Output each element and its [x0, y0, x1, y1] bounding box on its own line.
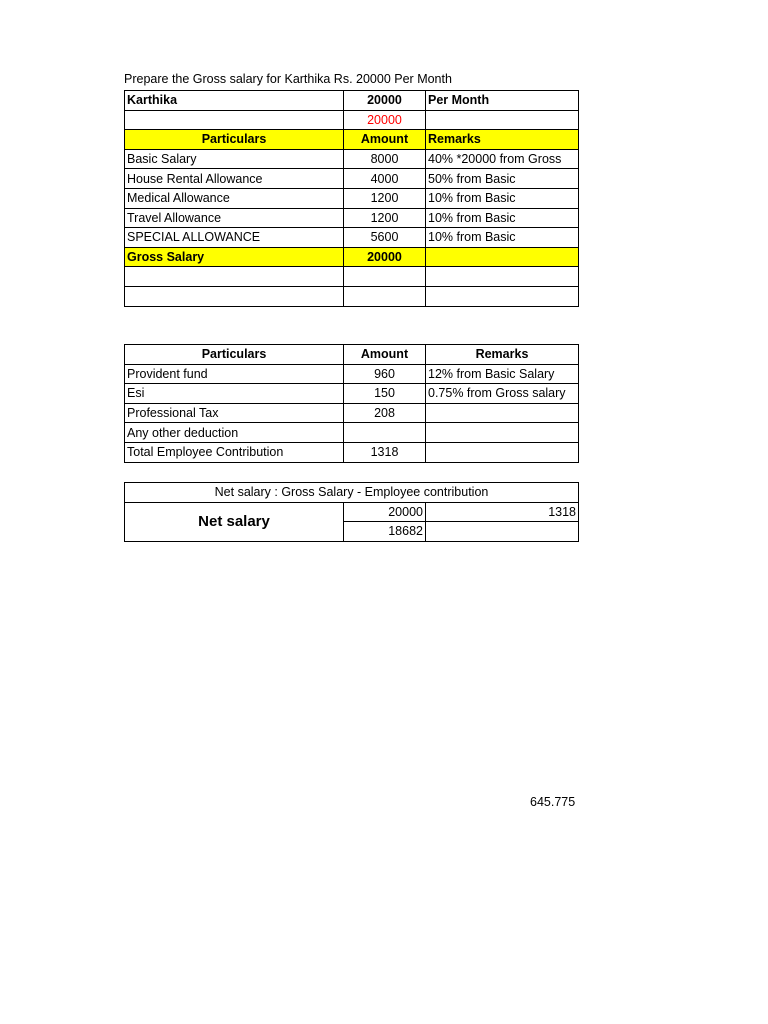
- particular-cell[interactable]: Professional Tax: [125, 403, 344, 423]
- net-salary-label[interactable]: Net salary: [125, 502, 344, 541]
- table-row: [125, 208, 579, 228]
- table-row: [125, 502, 579, 522]
- particular-cell[interactable]: Travel Allowance: [125, 208, 344, 228]
- empty-cell[interactable]: [125, 110, 344, 130]
- gross-value-cell[interactable]: 20000: [344, 502, 426, 522]
- gross-salary-amount[interactable]: 20000: [344, 247, 426, 267]
- sheet-title: Prepare the Gross salary for Karthika Rs. 20000 Per Month: [124, 72, 452, 86]
- remark-cell[interactable]: 0.75% from Gross salary: [426, 384, 579, 404]
- column-header-amount[interactable]: Amount: [344, 345, 426, 365]
- remark-cell[interactable]: 12% from Basic Salary: [426, 364, 579, 384]
- particular-cell[interactable]: House Rental Allowance: [125, 169, 344, 189]
- remark-cell[interactable]: 40% *20000 from Gross: [426, 149, 579, 169]
- contribution-value-cell[interactable]: 1318: [426, 502, 579, 522]
- remark-cell[interactable]: 10% from Basic: [426, 228, 579, 248]
- remark-cell[interactable]: 10% from Basic: [426, 208, 579, 228]
- empty-cell[interactable]: [125, 286, 344, 306]
- table-row: [125, 188, 579, 208]
- empty-cell[interactable]: [344, 267, 426, 287]
- amount-cell[interactable]: 4000: [344, 169, 426, 189]
- particular-cell[interactable]: Total Employee Contribution: [125, 442, 344, 462]
- table-row: [125, 442, 579, 462]
- remark-cell[interactable]: [426, 423, 579, 443]
- empty-cell[interactable]: [426, 110, 579, 130]
- table-row: [125, 384, 579, 404]
- table-row: [125, 364, 579, 384]
- particular-cell[interactable]: Any other deduction: [125, 423, 344, 443]
- empty-cell[interactable]: [426, 286, 579, 306]
- table-row: [125, 423, 579, 443]
- empty-cell[interactable]: [125, 267, 344, 287]
- column-header-particulars[interactable]: Particulars: [125, 345, 344, 365]
- column-header-particulars[interactable]: Particulars: [125, 130, 344, 150]
- amount-cell[interactable]: 5600: [344, 228, 426, 248]
- particular-cell[interactable]: Esi: [125, 384, 344, 404]
- table-row: [125, 403, 579, 423]
- monthly-amount-cell[interactable]: 20000: [344, 91, 426, 111]
- column-header-remarks[interactable]: Remarks: [426, 130, 579, 150]
- amount-cell[interactable]: 8000: [344, 149, 426, 169]
- empty-cell[interactable]: [426, 247, 579, 267]
- deduction-table: [124, 344, 579, 463]
- amount-cell[interactable]: 1318: [344, 442, 426, 462]
- table-row: [125, 169, 579, 189]
- table-row: [125, 91, 579, 111]
- total-row: [125, 247, 579, 267]
- header-row: [125, 345, 579, 365]
- particular-cell[interactable]: Provident fund: [125, 364, 344, 384]
- particular-cell[interactable]: Basic Salary: [125, 149, 344, 169]
- employee-name-cell[interactable]: Karthika: [125, 91, 344, 111]
- empty-cell[interactable]: [344, 286, 426, 306]
- formula-row: [125, 483, 579, 503]
- remark-cell[interactable]: 50% from Basic: [426, 169, 579, 189]
- particular-cell[interactable]: SPECIAL ALLOWANCE: [125, 228, 344, 248]
- table-row: [125, 149, 579, 169]
- table-row: [125, 228, 579, 248]
- net-value-cell[interactable]: 18682: [344, 522, 426, 542]
- amount-cell[interactable]: 960: [344, 364, 426, 384]
- amount-cell[interactable]: 150: [344, 384, 426, 404]
- gross-salary-table: [124, 90, 579, 307]
- amount-cell[interactable]: 1200: [344, 208, 426, 228]
- remark-cell[interactable]: [426, 403, 579, 423]
- remark-cell[interactable]: [426, 442, 579, 462]
- empty-cell[interactable]: [426, 267, 579, 287]
- header-row: [125, 130, 579, 150]
- per-month-cell[interactable]: Per Month: [426, 91, 579, 111]
- column-header-amount[interactable]: Amount: [344, 130, 426, 150]
- red-amount-cell[interactable]: 20000: [344, 110, 426, 130]
- stray-value: 645.775: [530, 795, 576, 809]
- net-salary-formula[interactable]: Net salary : Gross Salary - Employee contribution: [125, 483, 579, 503]
- table-row: [125, 286, 579, 306]
- amount-cell[interactable]: 1200: [344, 188, 426, 208]
- amount-cell[interactable]: 208: [344, 403, 426, 423]
- particular-cell[interactable]: Medical Allowance: [125, 188, 344, 208]
- table-row: [125, 267, 579, 287]
- net-salary-table: [124, 482, 579, 542]
- gross-salary-label[interactable]: Gross Salary: [125, 247, 344, 267]
- empty-cell[interactable]: [426, 522, 579, 542]
- amount-cell[interactable]: [344, 423, 426, 443]
- remark-cell[interactable]: 10% from Basic: [426, 188, 579, 208]
- column-header-remarks[interactable]: Remarks: [426, 345, 579, 365]
- table-row: [125, 110, 579, 130]
